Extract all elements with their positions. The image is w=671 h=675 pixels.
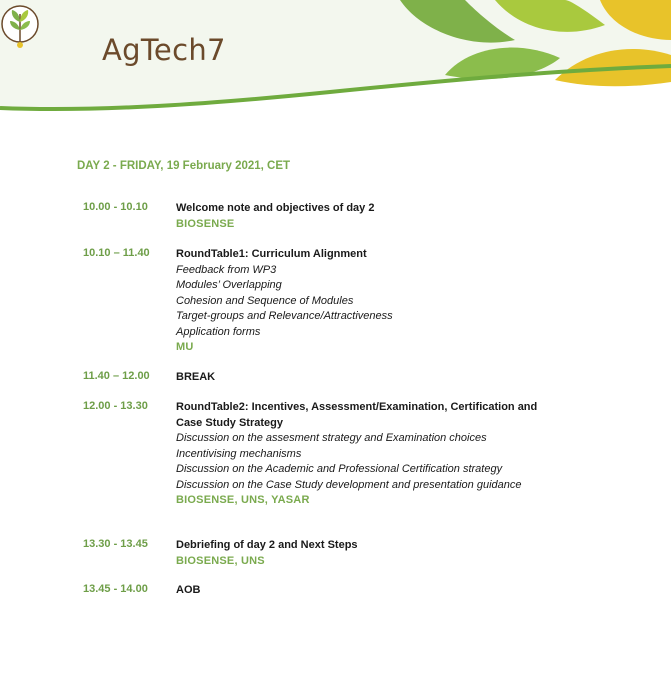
agenda-item: Discussion on the assesment strategy and Examination choices bbox=[176, 432, 487, 444]
agenda-item: Incentivising mechanisms bbox=[176, 447, 302, 460]
page-header bbox=[0, 0, 671, 125]
agenda-title: RoundTable2: Incentives, Assessment/Examination, Certification and Case Study Strategy bbox=[176, 401, 538, 429]
agenda-time: 10.10 – 11.40 bbox=[83, 247, 150, 259]
agenda-speakers: BIOSENSE bbox=[176, 217, 235, 230]
agenda-item: Discussion on the Case Study development and presentation guidance bbox=[176, 478, 522, 491]
agenda-time: 12.00 - 13.30 bbox=[83, 400, 148, 412]
agenda-title: RoundTable1: Curriculum Alignment bbox=[176, 248, 367, 260]
header-background bbox=[0, 0, 671, 125]
agenda-time: 11.40 – 12.00 bbox=[83, 370, 150, 382]
agenda-item: Target-groups and Relevance/Attractiveness bbox=[176, 310, 393, 322]
agenda-item: Discussion on the Academic and Professional Certification strategy bbox=[176, 463, 503, 475]
agenda-item: Modules’ Overlapping bbox=[176, 279, 282, 291]
agenda-title: BREAK bbox=[176, 371, 216, 383]
agenda-title: Welcome note and objectives of day 2 bbox=[176, 202, 375, 214]
brand-name: AgTech7 bbox=[102, 33, 226, 67]
agenda-speakers: BIOSENSE, UNS bbox=[176, 554, 265, 567]
agenda-item: Cohesion and Sequence of Modules bbox=[176, 294, 354, 307]
agenda-content bbox=[176, 247, 566, 356]
agenda-time: 13.30 - 13.45 bbox=[83, 538, 148, 550]
agenda-time: 13.45 - 14.00 bbox=[83, 583, 148, 595]
agenda-title: Debriefing of day 2 and Next Steps bbox=[176, 539, 358, 551]
agenda-content bbox=[176, 400, 566, 509]
day-heading: DAY 2 - FRIDAY, 19 February 2021, CET bbox=[77, 160, 291, 172]
agenda-content bbox=[176, 201, 566, 232]
agenda-content bbox=[176, 538, 566, 569]
agenda-content bbox=[176, 583, 566, 599]
agenda-item: Feedback from WP3 bbox=[176, 263, 277, 276]
agenda-speakers: BIOSENSE, UNS, YASAR bbox=[176, 494, 310, 506]
agenda-item: Application forms bbox=[176, 325, 261, 338]
agtech-logo-icon bbox=[0, 0, 40, 52]
agenda-time: 10.00 - 10.10 bbox=[83, 201, 148, 213]
agenda-speakers: MU bbox=[176, 341, 194, 353]
agenda-title: AOB bbox=[176, 584, 201, 596]
agenda-content bbox=[176, 370, 566, 386]
